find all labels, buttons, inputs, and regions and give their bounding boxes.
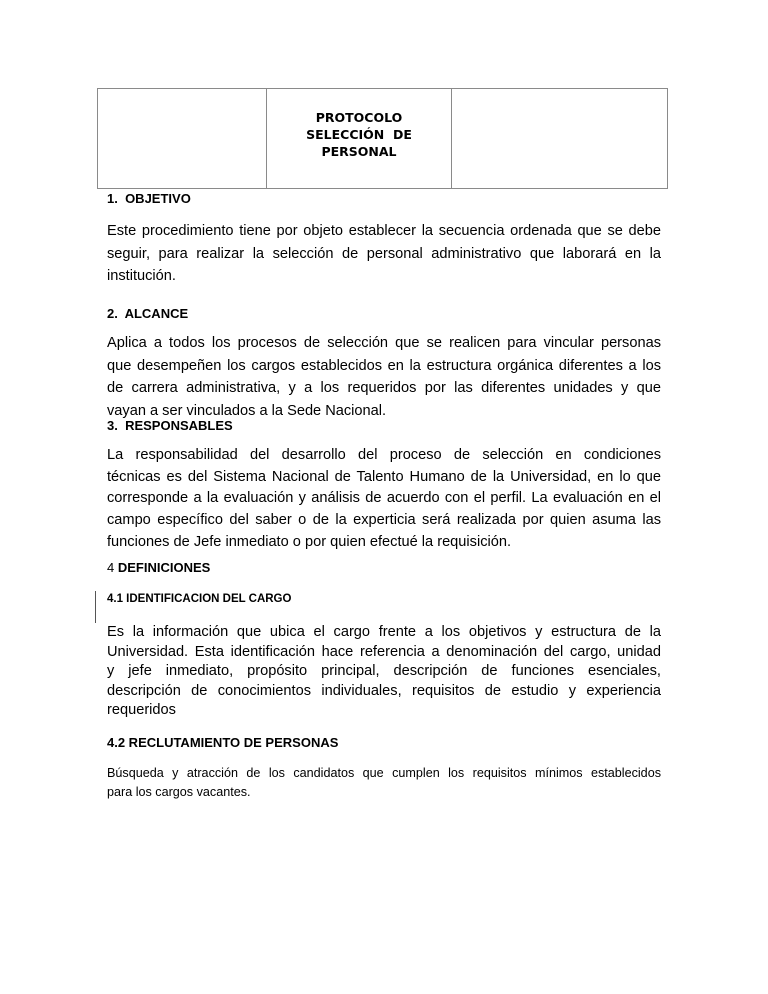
section-heading-responsables: 3. RESPONSABLES bbox=[107, 418, 233, 433]
text-line: institución. bbox=[107, 268, 176, 284]
paragraph-objetivo bbox=[107, 220, 661, 288]
text-line: Universidad. Esta identificación hace referencia a denominación del cargo, unidad bbox=[107, 643, 661, 660]
text-line: técnicas es del Sistema Nacional de Talento Humano de la Universidad, en lo que bbox=[107, 468, 661, 485]
text-line: descripción de conocimientos individuales, requisitos de estudio y experiencia bbox=[107, 682, 661, 699]
text-line: Es la información que ubica el cargo frente a los objetivos y estructura de la bbox=[107, 624, 661, 640]
paragraph-alcance bbox=[107, 332, 661, 422]
section-heading-objetivo: 1. OBJETIVO bbox=[107, 191, 191, 206]
section-heading-alcance: 2. ALCANCE bbox=[107, 306, 189, 321]
subsection-heading-identificacion: 4.1 IDENTIFICACION DEL CARGO bbox=[107, 593, 292, 605]
document-title bbox=[306, 109, 412, 160]
paragraph-reclutamiento bbox=[107, 764, 661, 802]
header-title-cell bbox=[267, 89, 452, 188]
text-line: seguir, para realizar la selección de personal administrativo que laborará en la bbox=[107, 245, 661, 262]
section-heading-definiciones bbox=[107, 560, 210, 575]
text-line: vayan a ser vinculados a la Sede Nacional. bbox=[107, 402, 387, 419]
text-line: Aplica a todos los procesos de selección que se realicen para vincular personas bbox=[107, 335, 661, 351]
text-line: requeridos bbox=[107, 702, 176, 719]
text-line: campo específico del saber o de la experticia será realizada por quien asuma las bbox=[107, 512, 661, 529]
header-logo-cell bbox=[98, 89, 267, 188]
paragraph-responsables bbox=[107, 445, 661, 554]
title-line: PERSONAL bbox=[321, 144, 397, 159]
text-line: Búsqueda y atracción de los candidatos que cumplen los requisitos mínimos establecidos bbox=[107, 766, 661, 780]
text-line: La responsabilidad del desarrollo del proceso de selección en condiciones bbox=[107, 447, 661, 463]
text-line: de carrera administrativa, y a los requeridos por las diferentes unidades y que bbox=[107, 380, 661, 396]
heading-number: 4 bbox=[107, 560, 118, 575]
text-line: Este procedimiento tiene por objeto establecer la secuencia ordenada que se debe bbox=[107, 223, 661, 239]
header-info-cell bbox=[452, 89, 667, 188]
text-line: para los cargos vacantes. bbox=[107, 785, 251, 799]
text-line: funciones de Jefe inmediato o por quien efectué la requisición. bbox=[107, 533, 512, 550]
text-line: que desempeñen los cargos establecidos en la estructura orgánica diferentes a los bbox=[107, 357, 661, 374]
heading-text: DEFINICIONES bbox=[117, 560, 211, 575]
change-bar bbox=[95, 591, 96, 623]
header-table bbox=[97, 88, 668, 189]
subsection-heading-reclutamiento: 4.2 RECLUTAMIENTO DE PERSONAS bbox=[107, 735, 339, 750]
title-line: SELECCIÓN DE bbox=[306, 127, 412, 142]
title-line: PROTOCOLO bbox=[315, 110, 403, 125]
text-line: corresponde a la evaluación y análisis de acuerdo con el perfil. La evaluación en el bbox=[107, 490, 661, 507]
text-line: y jefe inmediato, propósito principal, descripción de funciones esenciales, bbox=[107, 663, 661, 680]
paragraph-identificacion bbox=[107, 623, 661, 721]
